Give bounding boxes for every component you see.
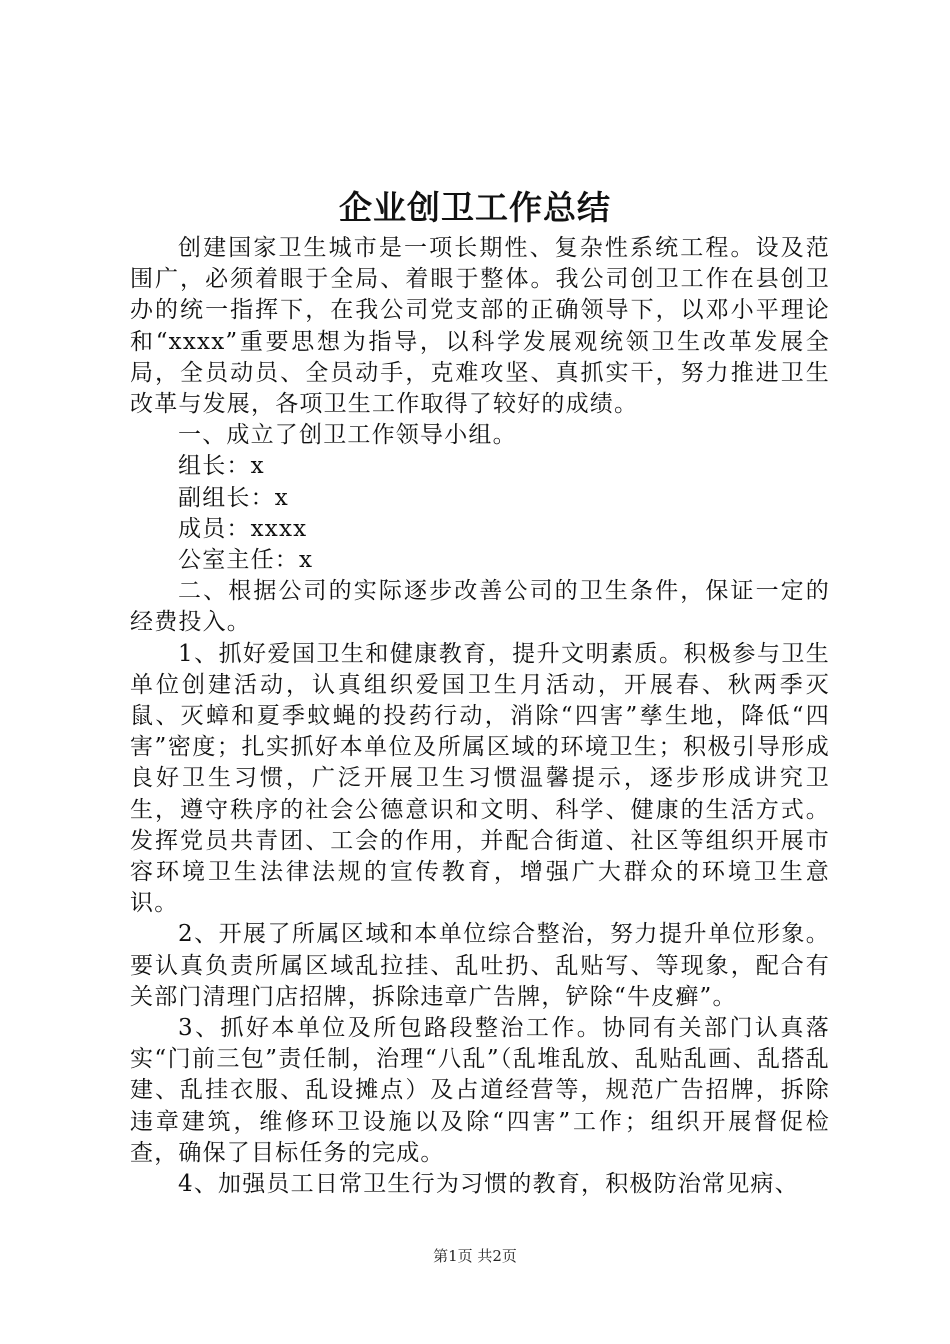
deputy-leader-line: 副组长：x xyxy=(178,484,289,511)
team-leader-line: 组长：x xyxy=(178,453,265,480)
office-director-line: 公室主任：x xyxy=(178,547,314,574)
members-line: 成员：xxxx xyxy=(178,515,308,542)
section-heading-2: 二、根据公司的实际逐步改善公司的卫生条件，保证一定的经费投入。 xyxy=(130,578,830,636)
paragraph-item-4: 4、加强员工日常卫生行为习惯的教育，积极防治常见病、 xyxy=(178,1171,799,1198)
paragraph-intro: 创建国家卫生城市是一项长期性、复杂性系统工程。设及范围广，必须着眼于全局、着眼于整体。我公司创卫工作在县创卫办的统一指挥下，在我公司党支部的正确领导下，以邓小平理论和“xxxx”重要思想为指导，以科学发展观统领卫生改革发展全局，全员动员、全员动手，克难攻坚、真抓实干，努力推进卫生改革与发展，各项卫生工作取得了较好的成绩。 xyxy=(130,235,830,418)
paragraph-item-2: 2、开展了所属区域和本单位综合整治，努力提升单位形象。要认真负责所属区域乱拉挂、乱吐扔、乱贴写、等现象，配合有关部门清理门店招牌，拆除违章广告牌，铲除“牛皮癣”。 xyxy=(130,921,830,1010)
section-heading-1: 一、成立了创卫工作领导小组。 xyxy=(178,422,517,449)
document-body xyxy=(130,233,830,1200)
document-title: 企业创卫工作总结 xyxy=(339,188,611,227)
paragraph-item-1: 1、抓好爱国卫生和健康教育，提升文明素质。积极参与卫生单位创建活动，认真组织爱国卫生月活动，开展春、秋两季灭鼠、灭蟑和夏季蚊蝇的投药行动，消除“四害”孳生地，降低“四害”密度；扎实抓好本单位及所属区域的环境卫生；积极引导形成良好卫生习惯，广泛开展卫生习惯温馨提示，逐步形成讲究卫生，遵守秩序的社会公德意识和文明、科学、健康的生活方式。发挥党员共青团、工会的作用，并配合街道、社区等组织开展市容环境卫生法律法规的宣传教育，增强广大群众的环境卫生意识。 xyxy=(130,640,830,917)
paragraph-item-3: 3、抓好本单位及所包路段整治工作。协同有关部门认真落实“门前三包”责任制，治理“八乱”（乱堆乱放、乱贴乱画、乱搭乱建、乱挂衣服、乱设摊点）及占道经营等，规范广告招牌，拆除违章建筑，维修环卫设施以及除“四害”工作；组织开展督促检查，确保了目标任务的完成。 xyxy=(130,1015,830,1166)
page-footer: 第1页 共2页 xyxy=(433,1247,517,1265)
